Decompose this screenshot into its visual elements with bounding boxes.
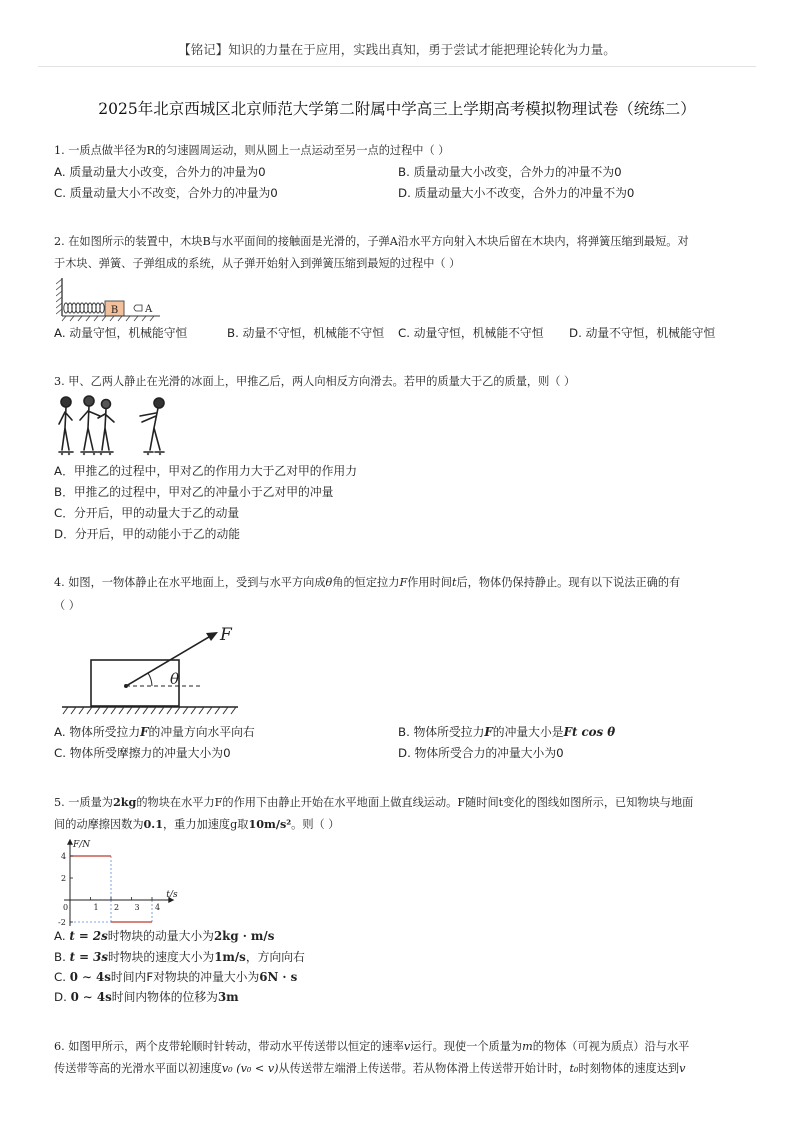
stem-text: 的物块在水平力F的作用下由静止开始在水平地面上做直线运动。F随时间t变化的图线如图所示，已知物块与地面 [136, 796, 694, 809]
question-2-stem-line1: 2. 在如图所示的装置中，木块B与水平面间的接触面是光滑的，子弹A沿水平方向射入木块后留在木块内，将弹簧压缩到最短。对 [54, 235, 689, 248]
y-tick-label: 2 [61, 874, 67, 883]
option-text: 时物块的动量大小为 [107, 929, 214, 943]
spring-block-bullet-figure [56, 276, 162, 322]
option-text: A. [54, 929, 66, 943]
option-text: ，方向向右 [245, 950, 305, 964]
math-expression: 6N · s [259, 970, 298, 984]
page-motto: 【铭记】知识的力量在于应用，实践出真知，勇于尝试才能把理论转化为力量。 [178, 42, 616, 57]
y-tick-label: 4 [61, 852, 67, 861]
option-text: D. [54, 990, 67, 1004]
question-5-option-c [54, 967, 297, 987]
x-tick-label: 1 [93, 903, 99, 912]
math-expression: 2kg · m/s [213, 929, 275, 943]
stem-text: 的物体（可视为质点）沿与水平 [532, 1040, 690, 1053]
question-2-option-b: B. 动量不守恒，机械能不守恒 [227, 326, 385, 340]
question-3-option-c: C．分开后，甲的动量大于乙的动量 [54, 506, 240, 520]
question-1-stem: 1. 一质点做半径为R的匀速圆周运动，则从圆上一点运动至另一点的过程中（ ） [54, 144, 450, 157]
option-text: 时物块的速度大小为 [108, 950, 215, 964]
velocity-condition: (v₀ < v) [236, 1062, 279, 1075]
stem-text: 间的动摩擦因数为 [54, 818, 144, 831]
chart-tick-labels [58, 852, 160, 926]
stem-text: 6. 如图甲所示，两个皮带轮顺时针转动，带动水平传送带以恒定的速率 [54, 1040, 404, 1053]
question-3-stem: 3. 甲、乙两人静止在光滑的冰面上，甲推乙后，两人向相反方向滑去。若甲的质量大于乙的质量，则（ ） [54, 375, 576, 388]
math-expression: 3m [217, 990, 239, 1004]
option-text: 时间内F对物块的冲量大小为 [110, 970, 260, 984]
velocity-symbol: v [403, 1040, 411, 1053]
velocity-symbol: v [679, 1062, 686, 1075]
question-4-stem-line2: （ ） [54, 599, 80, 612]
chart-axes [64, 839, 174, 926]
theta-symbol: θ [325, 576, 333, 589]
question-2-stem-line2: 于木块、弹簧、子弹组成的系统，从子弹开始射入到弹簧压缩到最短的过程中（ ） [54, 257, 461, 270]
math-expression: t = 3s [69, 950, 108, 964]
stem-text: 角的恒定拉力 [332, 576, 400, 589]
question-4-option-d: D. 物体所受合力的冲量大小为0 [398, 746, 564, 760]
question-4-option-a [54, 722, 255, 742]
figure-label-theta: θ [170, 670, 180, 688]
question-6-stem-line2 [54, 1057, 744, 1080]
stem-text: 传送带等高的光滑水平面以初速度 [54, 1062, 222, 1075]
question-2-option-d: D. 动量不守恒，机械能守恒 [569, 326, 716, 340]
figure-label-f: F [220, 625, 232, 645]
figure-label-b: B [110, 305, 119, 316]
option-text: 时间内物体的位移为 [111, 990, 218, 1004]
header-divider [38, 66, 756, 67]
x-tick-label: 2 [114, 903, 120, 912]
stem-text: ，重力加速度g取 [162, 818, 249, 831]
question-4-option-b [398, 722, 615, 742]
question-1-option-b: B. 质量动量大小改变，合外力的冲量不为0 [398, 165, 622, 179]
math-value: 0.1 [143, 817, 163, 831]
math-expression: 0 ∼ 4s [69, 970, 111, 984]
force-time-chart [52, 834, 180, 926]
stem-text: 5. 一质量为 [54, 796, 113, 809]
question-1-option-d: D. 质量动量大小不改变，合外力的冲量不为0 [398, 186, 635, 200]
math-expression: Ft cos θ [563, 725, 616, 739]
question-3-option-a: A．甲推乙的过程中，甲对乙的作用力大于乙对甲的作用力 [54, 464, 357, 478]
force-symbol: F [399, 576, 408, 589]
math-value: 2kg [112, 795, 137, 809]
y-tick-label: -2 [58, 918, 66, 926]
chart-guides [70, 856, 152, 922]
option-text: 的冲量方向水平向右 [148, 725, 255, 739]
math-expression: 0 ∼ 4s [70, 990, 112, 1004]
option-text: 的冲量大小是 [492, 725, 564, 739]
math-expression: 1m/s [214, 950, 246, 964]
question-2-option-c: C. 动量守恒，机械能不守恒 [398, 326, 544, 340]
time-symbol: t₀ [569, 1062, 579, 1075]
question-5-option-d [54, 987, 239, 1007]
question-3-option-b: B．甲推乙的过程中，甲对乙的冲量小于乙对甲的冲量 [54, 485, 334, 499]
question-4-stem-line1 [54, 571, 744, 594]
force-symbol: F [484, 725, 493, 739]
x-tick-label: 4 [155, 903, 161, 912]
x-tick-label: 0 [63, 903, 69, 912]
question-4-option-c: C. 物体所受摩擦力的冲量大小为0 [54, 746, 231, 760]
initial-velocity-symbol: v₀ [221, 1062, 233, 1075]
stem-text: 运行。现使一个质量为 [410, 1040, 523, 1053]
option-text: B. 物体所受拉力 [398, 725, 485, 739]
math-expression: t = 2s [69, 929, 108, 943]
mass-symbol: m [522, 1040, 533, 1053]
skaters-illustration [56, 394, 174, 458]
option-text: A. 物体所受拉力 [54, 725, 141, 739]
force-symbol: F [140, 725, 149, 739]
question-6-stem-line1 [54, 1035, 744, 1058]
math-value: 10m/s² [248, 817, 292, 831]
x-tick-label: 3 [134, 903, 140, 912]
time-symbol: t [451, 576, 457, 589]
chart-x-axis-label: t/s [166, 890, 178, 900]
option-text: C. [54, 970, 66, 984]
chart-y-axis-label: F/N [73, 839, 91, 850]
page-title: 2025年北京西城区北京师范大学第二附属中学高三上学期高考模拟物理试卷（统练二） [98, 100, 696, 118]
question-3-option-d: D．分开后，甲的动能小于乙的动能 [54, 527, 241, 541]
stem-text: 作用时间 [407, 576, 452, 589]
question-1-option-c: C. 质量动量大小不改变，合外力的冲量为0 [54, 186, 278, 200]
question-1-option-a: A. 质量动量大小改变，合外力的冲量为0 [54, 165, 266, 179]
block-force-figure [60, 620, 242, 718]
stem-text: 4. 如图，一物体静止在水平地面上，受到与水平方向成 [54, 576, 326, 589]
question-5-option-b [54, 947, 305, 967]
stem-text: 。则（ ） [291, 818, 340, 831]
stem-text: 时刻物体的速度达到 [578, 1062, 680, 1075]
stem-text: 后，物体仍保持静止。现有以下说法正确的有 [456, 576, 681, 589]
question-5-option-a [54, 926, 274, 946]
stem-text: 从传送带左端滑上传送带。若从物体滑上传送带开始计时， [278, 1062, 570, 1075]
option-text: B. [54, 950, 66, 964]
question-2-option-a: A. 动量守恒，机械能守恒 [54, 326, 188, 340]
question-5-stem-line2 [54, 813, 744, 836]
figure-label-a: A [145, 304, 153, 315]
question-5-stem-line1 [54, 791, 744, 814]
